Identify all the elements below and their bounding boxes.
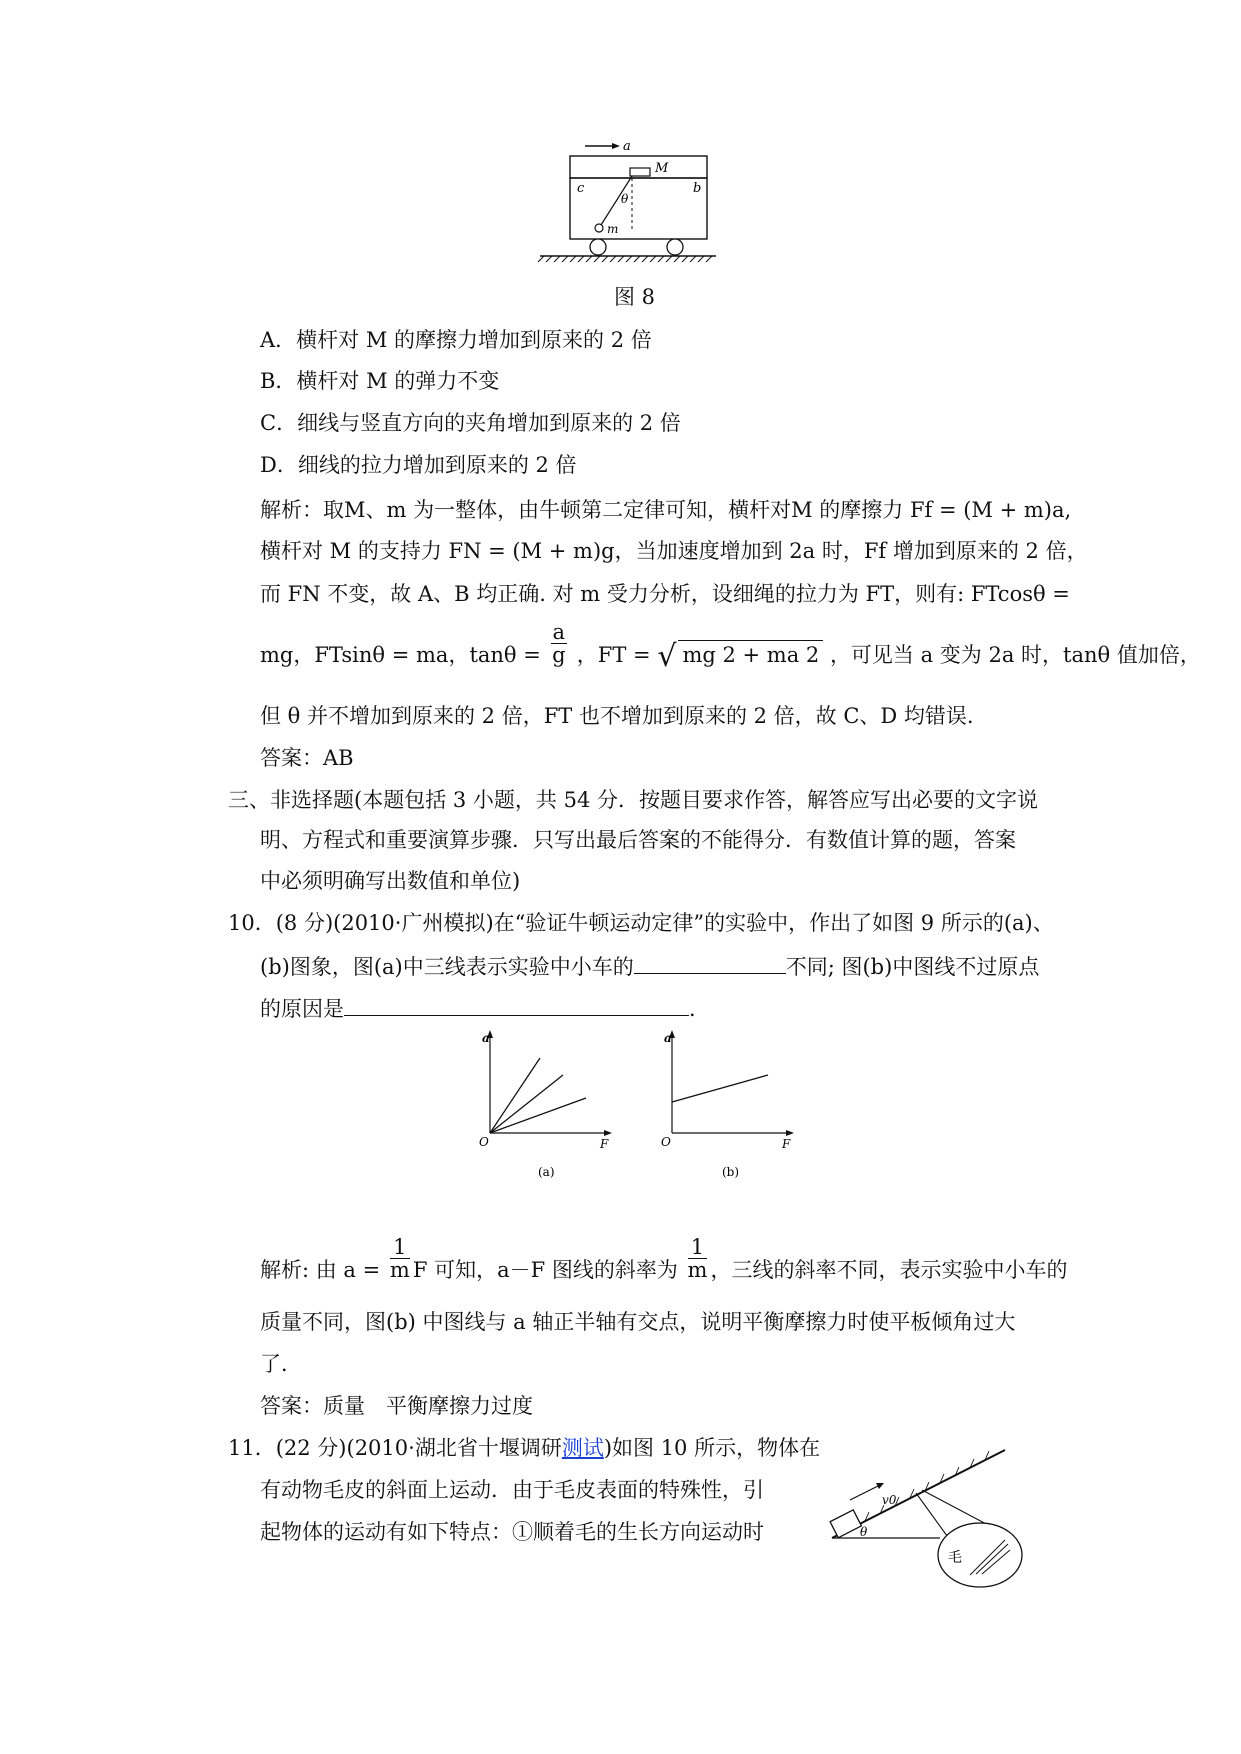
section3-line2: 明、方程式和重要演算步骤．只写出最后答案的不能得分．有数值计算的题，答案 [260,828,1016,852]
section3-line3: 中必须明确写出数值和单位) [260,869,521,893]
test-link[interactable]: 测试 [561,1436,604,1460]
svg-text:c: c [577,181,585,196]
svg-text:毛: 毛 [948,1550,962,1566]
q10-solution-line3: 了． [260,1352,302,1376]
svg-text:v0: v0 [882,1493,897,1507]
sqrt-content: mg 2 + ma 2 [678,640,823,669]
section3-line1: 三、非选择题(本题包括 3 小题，共 54 分．按题目要求作答，解答应写出必要的文字说 [228,788,1038,812]
figure-8-cart-diagram [530,140,720,270]
svg-text:F: F [782,1137,791,1151]
q9-solution-line1: 解析：取M、m 为一整体，由牛顿第二定律可知，横杆对M 的摩擦力 Ff = (M + m)a, [260,498,1072,522]
figure-9a-graph [478,1028,618,1183]
svg-text:θ: θ [860,1525,868,1539]
figure-8-caption: 图 8 [614,285,656,309]
fraction-a-over-g: $\frac{a}{g}$ [552,620,566,667]
q9-solution-line4: mg，FTsinθ = ma，tanθ = $\frac{a}{g}$ ，FT = √ mg 2 + ma 2 ，可见当 a 变为 2a 时，tanθ 值加倍， [260,620,1201,674]
q10-line3: 的原因是 ． [260,993,710,1023]
q11-line2: 有动物毛皮的斜面上运动．由于毛皮表面的特殊性，引 [260,1478,764,1502]
svg-text:a: a [482,1031,490,1045]
option-a: A．横杆对 M 的摩擦力增加到原来的 2 倍 [260,328,652,352]
q10-line2: (b)图象，图(a)中三线表示实验中小车的 不同; 图(b)中图线不过原点 [260,951,1039,981]
svg-text:b: b [693,181,702,196]
svg-text:O: O [479,1135,489,1149]
answer-blank-1[interactable] [634,951,786,974]
figure-10-fur-slope [820,1440,1050,1590]
svg-text:(a): (a) [538,1165,555,1179]
q10-answer: 答案：质量 平衡摩擦力过度 [260,1394,533,1418]
svg-text:m: m [607,222,619,236]
option-b: B．横杆对 M 的弹力不变 [260,369,500,393]
q10-solution-line2: 质量不同，图(b) 中图线与 a 轴正半轴有交点，说明平衡摩擦力时使平板倾角过大 [260,1310,1016,1334]
q11-line3: 起物体的运动有如下特点：①顺着毛的生长方向运动时 [260,1520,764,1544]
svg-text:M: M [655,161,669,176]
svg-text:θ: θ [621,192,629,206]
q9-solution-line5: 但 θ 并不增加到原来的 2 倍，FT 也不增加到原来的 2 倍，故 C、D 均错误. [260,704,974,728]
option-c: C．细线与竖直方向的夹角增加到原来的 2 倍 [260,411,681,435]
svg-text:O: O [661,1135,671,1149]
option-d: D．细线的拉力增加到原来的 2 倍 [260,453,577,477]
q9-solution-line3: 而 FN 不变，故 A、B 均正确. 对 m 受力分析，设细绳的拉力为 FT，则有: FTcosθ = [260,582,1070,606]
sqrt-symbol: √ [657,639,677,674]
q10-line1: 10．(8 分)(2010·广州模拟)在“验证牛顿运动定律”的实验中，作出了如图 9 所示的(a)、 [228,911,1054,935]
figure-9b-graph [660,1028,800,1183]
svg-text:(b): (b) [722,1165,740,1179]
q10-solution-line1: 解析: 由 a = $\frac{1}{m}$ F 可知，a－F 图线的斜率为 $\frac{1}{m}$ ，三线的斜率不同，表示实验中小车的 [260,1235,1068,1282]
svg-text:a: a [664,1031,672,1045]
q11-line1: 11．(22 分)(2010·湖北省十堰调研测试)如图 10 所示，物体在 [228,1436,821,1460]
q9-solution-line2: 横杆对 M 的支持力 FN = (M + m)g，当加速度增加到 2a 时，Ff 增加到原来的 2 倍， [260,539,1088,563]
answer-blank-2[interactable] [344,993,689,1016]
accel-label: a [623,140,631,154]
q9-answer: 答案：AB [260,746,354,770]
svg-text:F: F [600,1137,609,1151]
